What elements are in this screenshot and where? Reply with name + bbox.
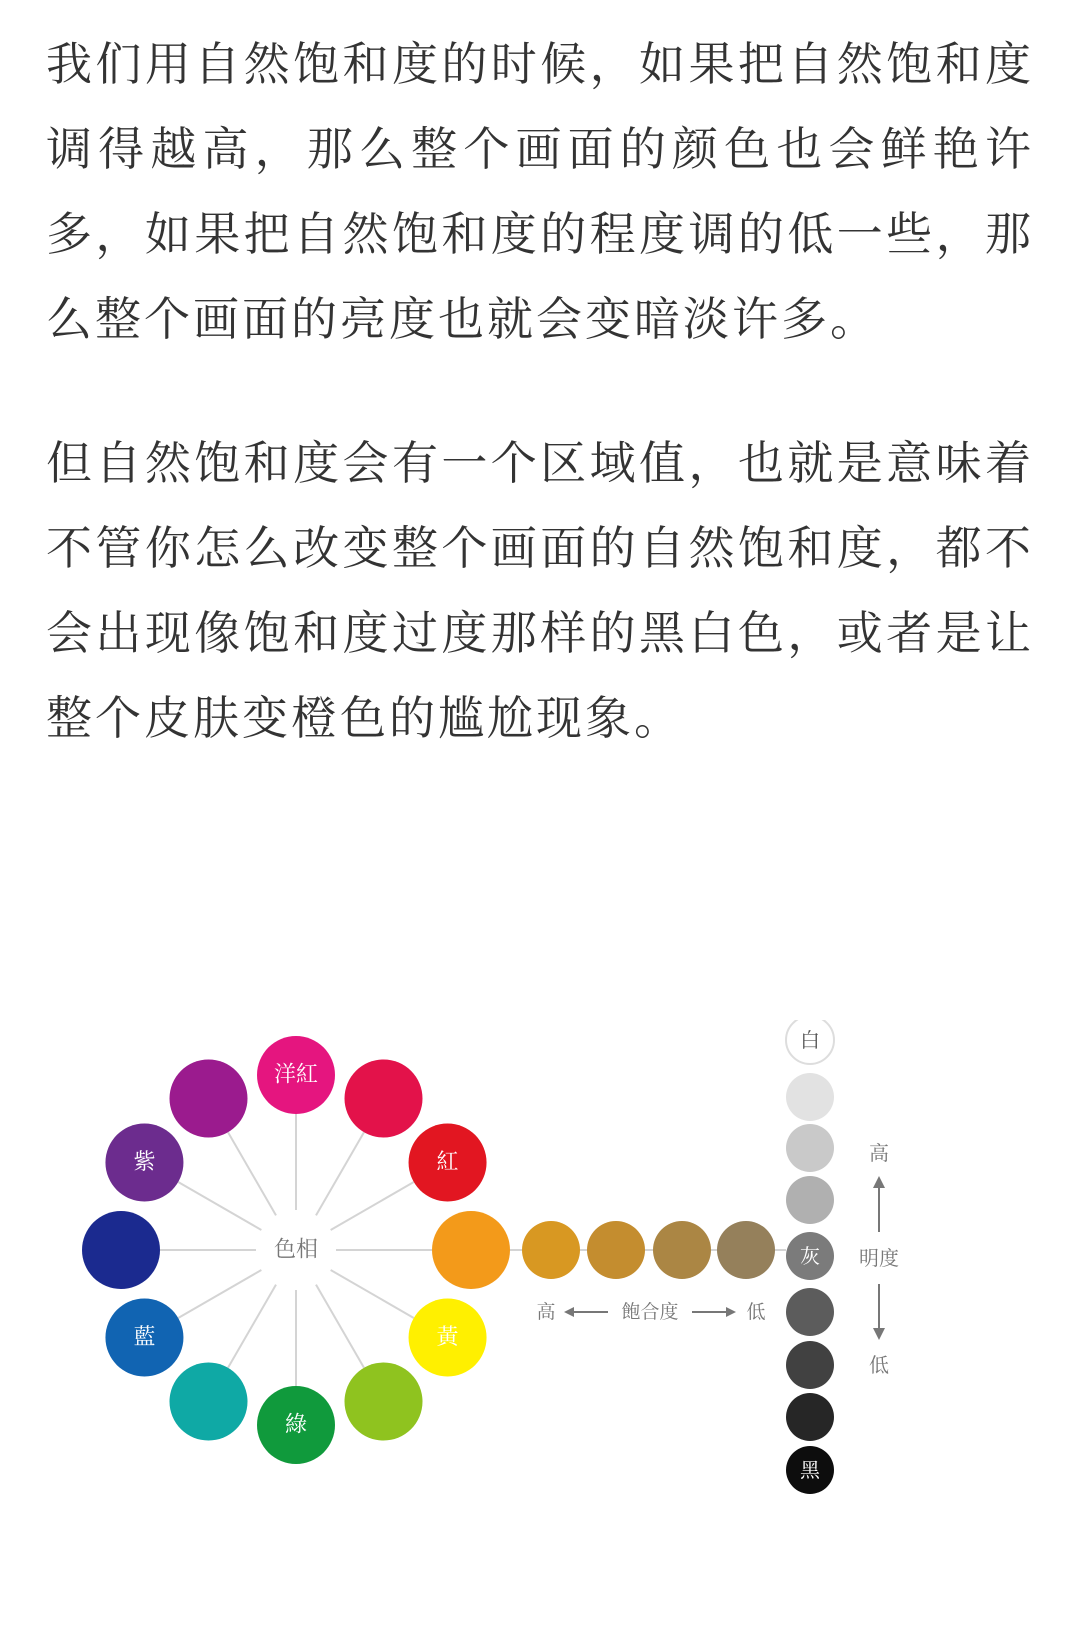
- hue-spoke: [316, 1285, 364, 1368]
- brightness-axis-label: 明度: [859, 1246, 899, 1270]
- color-diagram: [46, 1020, 1036, 1580]
- hue-circle: [170, 1363, 248, 1441]
- hue-label: 藍: [133, 1325, 156, 1350]
- hue-circle: [345, 1363, 423, 1441]
- saturation-circle: [522, 1221, 580, 1279]
- arrowhead-left-icon: [564, 1307, 574, 1317]
- color-theory-figure: [46, 1020, 1036, 1580]
- hue-circle: [170, 1059, 248, 1137]
- hue-spoke: [316, 1132, 364, 1215]
- hue-label: 紅: [436, 1150, 459, 1175]
- brightness-circle: [786, 1073, 834, 1121]
- paragraph-1: 我们用自然饱和度的时候，如果把自然饱和度调得越高，那么整个画面的颜色也会鲜艳许多，如果把自然饱和度的程度调的低一些，那么整个画面的亮度也就会变暗淡许多。: [46, 37, 1034, 346]
- saturation-circle: [717, 1221, 775, 1279]
- article-body: [0, 0, 1080, 761]
- hue-spoke: [178, 1182, 261, 1230]
- saturation-axis-label: 飽合度: [621, 1301, 679, 1323]
- arrowhead-right-icon: [726, 1307, 736, 1317]
- saturation-low-label: 低: [746, 1301, 766, 1323]
- brightness-circle: [786, 1341, 834, 1389]
- hue-center-label: 色相: [273, 1237, 319, 1263]
- hue-circle: [432, 1211, 510, 1289]
- saturation-circle: [587, 1221, 645, 1279]
- saturation-high-label: 高: [536, 1301, 556, 1323]
- brightness-label: 灰: [800, 1244, 820, 1268]
- brightness-circle: [786, 1288, 834, 1336]
- hue-label: 洋紅: [273, 1062, 319, 1088]
- hue-circle: [82, 1211, 160, 1289]
- hue-spoke: [228, 1285, 276, 1368]
- arrowhead-down-icon: [873, 1328, 885, 1340]
- brightness-high-label: 高: [869, 1141, 889, 1165]
- arrowhead-up-icon: [873, 1176, 885, 1188]
- brightness-circle: [786, 1176, 834, 1224]
- hue-label: 綠: [284, 1412, 308, 1438]
- brightness-low-label: 低: [869, 1353, 889, 1377]
- brightness-circle: [786, 1124, 834, 1172]
- hue-spoke: [228, 1132, 276, 1215]
- brightness-label: 白: [800, 1028, 820, 1052]
- brightness-label: 黑: [800, 1458, 820, 1482]
- hue-spoke: [178, 1270, 261, 1318]
- hue-label: 黃: [436, 1325, 459, 1350]
- hue-circle: [345, 1059, 423, 1137]
- hue-spoke: [331, 1182, 414, 1230]
- hue-label: 紫: [133, 1150, 156, 1175]
- saturation-circle: [653, 1221, 711, 1279]
- paragraph-2: 但自然饱和度会有一个区域值，也就是意味着不管你怎么改变整个画面的自然饱和度，都不会出现像饱和度过度那样的黑白色，或者是让整个皮肤变橙色的尴尬现象。: [46, 436, 1034, 745]
- brightness-circle: [786, 1393, 834, 1441]
- hue-spoke: [331, 1270, 414, 1318]
